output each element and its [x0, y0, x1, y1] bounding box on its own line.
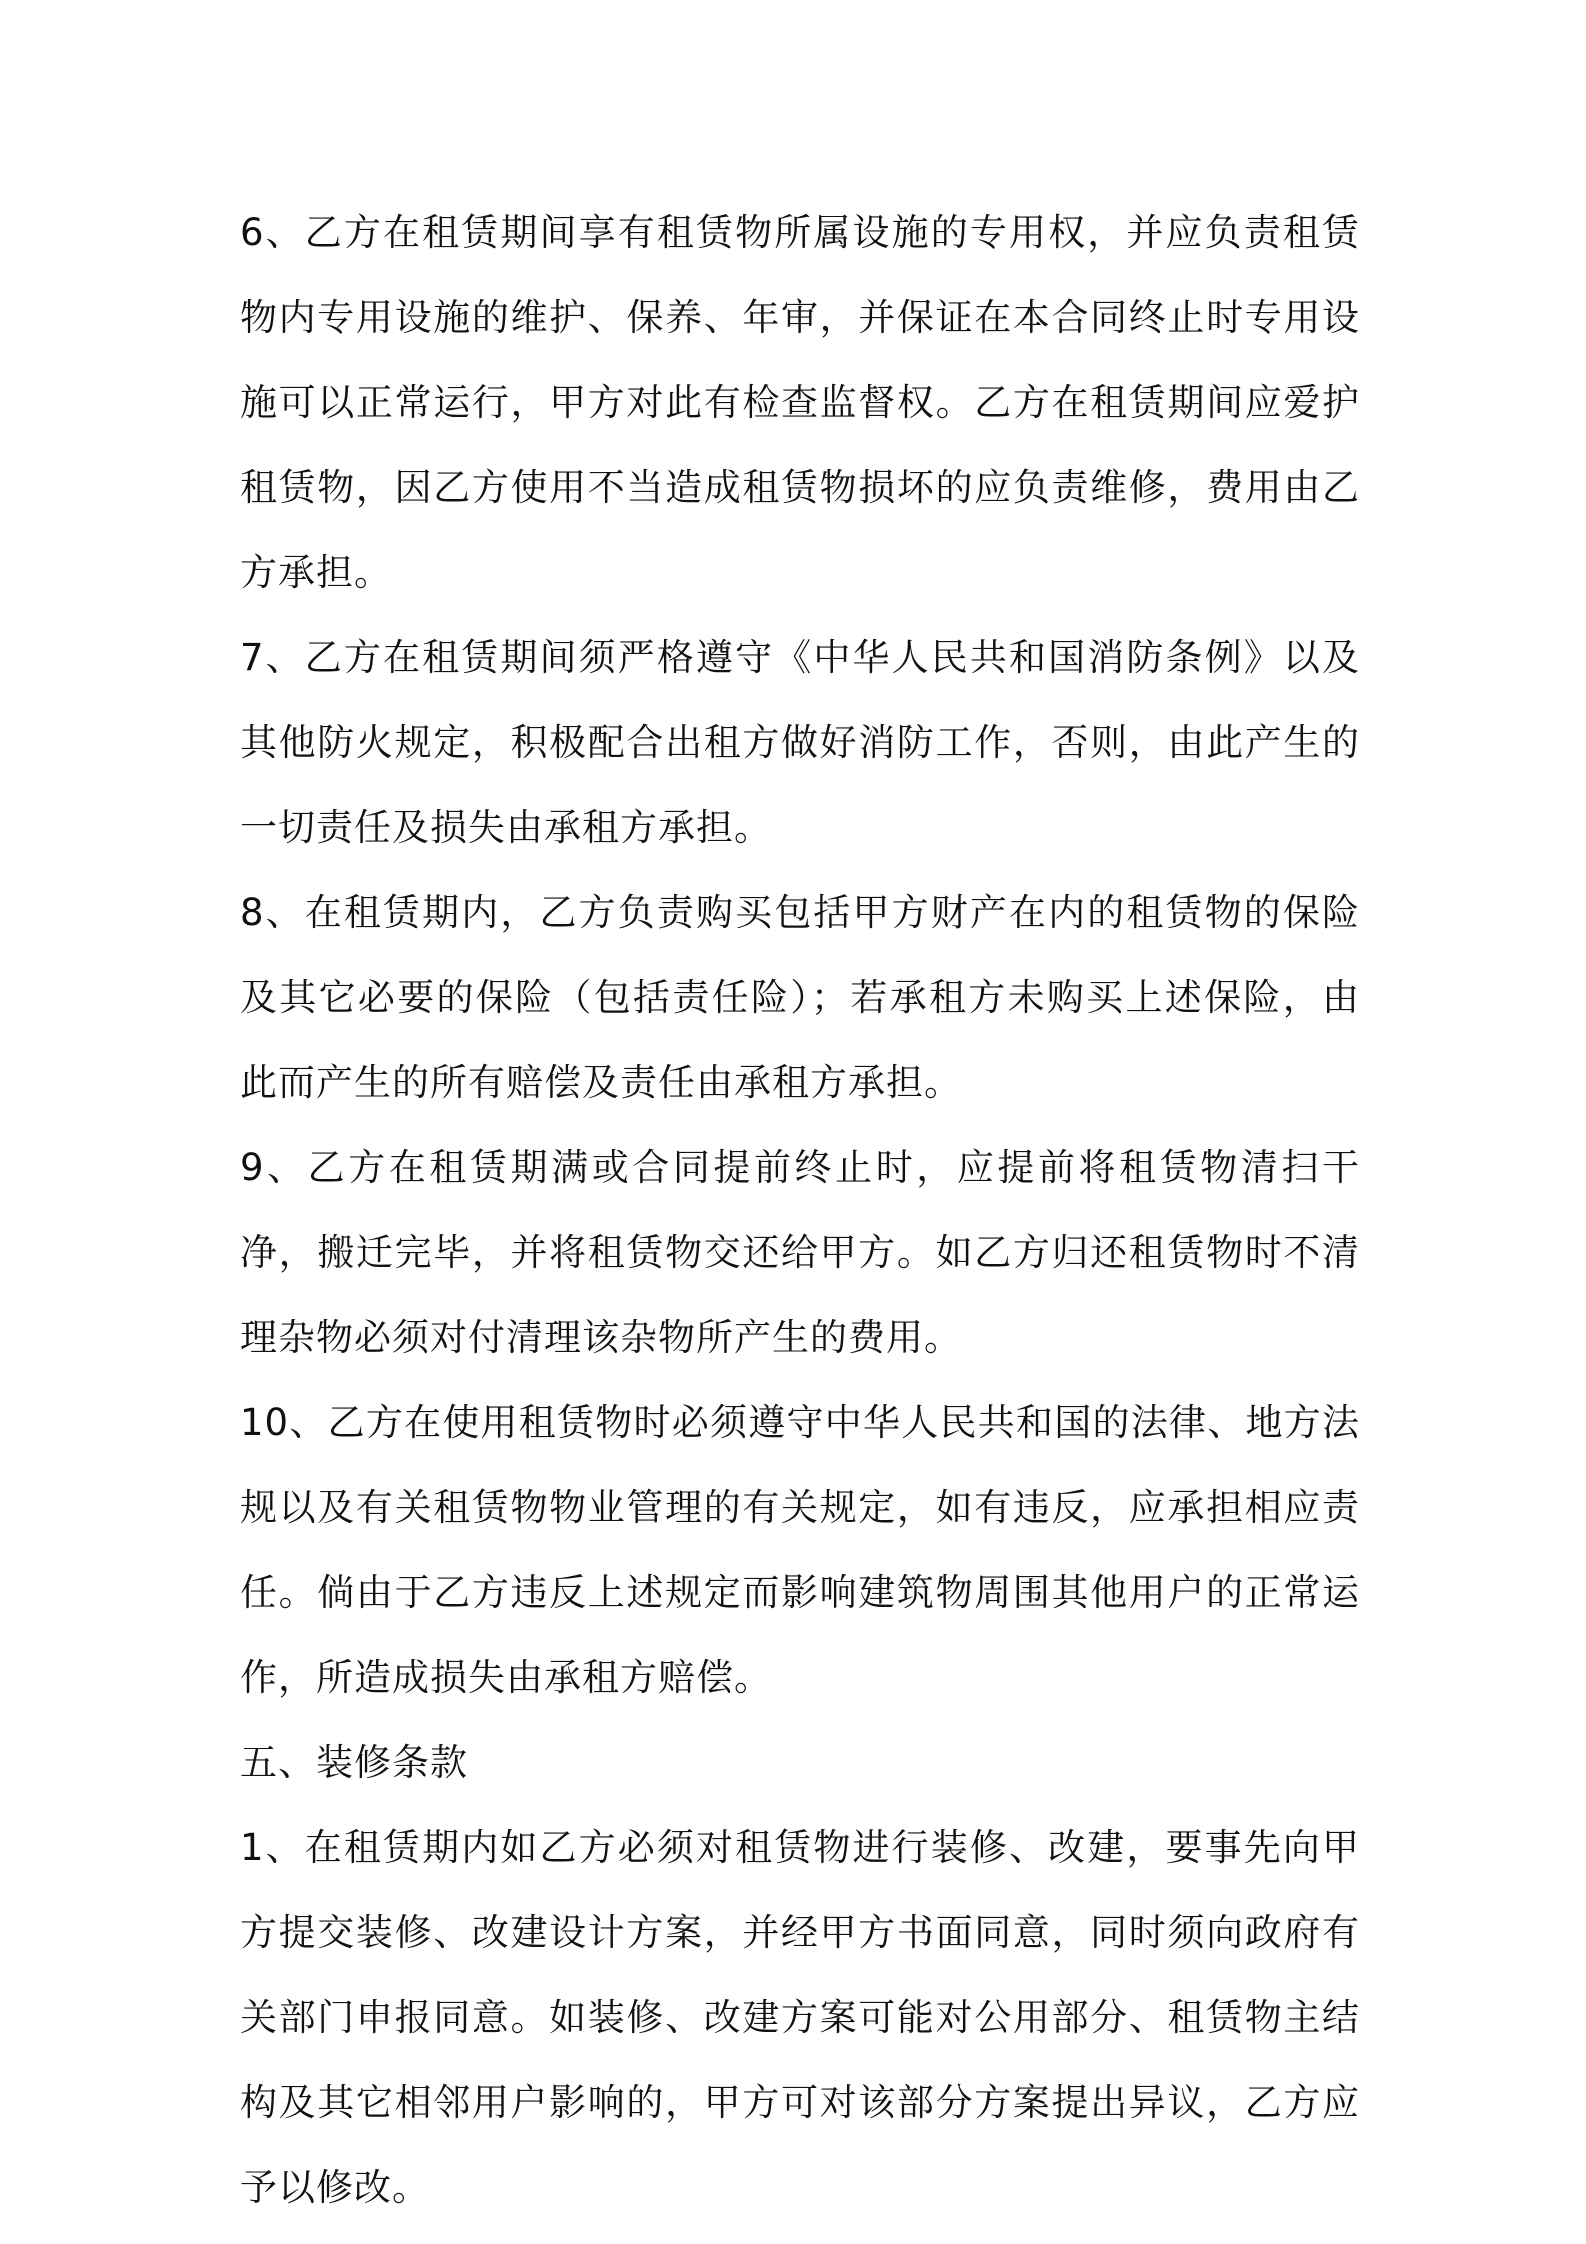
- clause-8: 8、在租赁期内，乙方负责购买包括甲方财产在内的租赁物的保险及其它必要的保险（包括责任险）；若承租方未购买上述保险，由此而产生的所有赔偿及责任由承租方承担。: [240, 891, 1360, 1104]
- clause-6: 6、乙方在租赁期间享有租赁物所属设施的专用权，并应负责租赁物内专用设施的维护、保养、年审，并保证在本合同终止时专用设施可以正常运行，甲方对此有检查监督权。乙方在租赁期间应爱护租赁物，因乙方使用不当造成租赁物损坏的应负责维修，费用由乙方承担。: [240, 211, 1360, 594]
- renovation-clause-1: 1、在租赁期内如乙方必须对租赁物进行装修、改建，要事先向甲方提交装修、改建设计方案，并经甲方书面同意，同时须向政府有关部门申报同意。如装修、改建方案可能对公用部分、租赁物主结构及其它相邻用户影响的，甲方可对该部分方案提出异议，乙方应予以修改。: [240, 1826, 1360, 2209]
- clause-7: 7、乙方在租赁期间须严格遵守《中华人民共和国消防条例》以及其他防火规定，积极配合出租方做好消防工作，否则，由此产生的一切责任及损失由承租方承担。: [240, 636, 1360, 849]
- document-body: [240, 190, 1360, 2230]
- clause-10: 10、乙方在使用租赁物时必须遵守中华人民共和国的法律、地方法规以及有关租赁物物业管理的有关规定，如有违反，应承担相应责任。倘由于乙方违反上述规定而影响建筑物周围其他用户的正常运作，所造成损失由承租方赔偿。: [240, 1401, 1360, 1699]
- clause-9: 9、乙方在租赁期满或合同提前终止时，应提前将租赁物清扫干净，搬迁完毕，并将租赁物交还给甲方。如乙方归还租赁物时不清理杂物必须对付清理该杂物所产生的费用。: [240, 1146, 1360, 1359]
- section-heading-renovation: 五、装修条款: [240, 1741, 468, 1784]
